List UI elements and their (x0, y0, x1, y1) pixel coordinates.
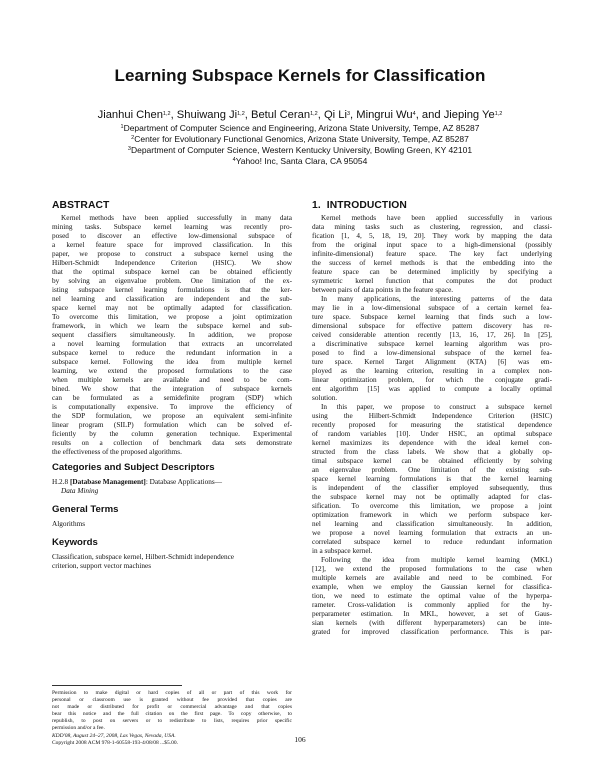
introduction-line: of random variables [10]. Under HSIC, an optimal subspace (312, 430, 552, 438)
permission-line: bear this notice and the full citation on the first page. To copy otherwise, to (52, 711, 292, 718)
abstract-line: by solving an eigenvalue problem. One limitation of the ex- (52, 277, 292, 285)
introduction-line: solution. (312, 394, 338, 402)
introduction-heading: 1. INTRODUCTION (312, 200, 407, 211)
introduction-line: tion, we need to estimate the optimal value of the hyperpa- (312, 592, 552, 600)
introduction-line: grated for improved classification performance. This is par- (312, 628, 552, 636)
general-terms-text: Algorithms (52, 520, 86, 528)
introduction-line: recently proposed for measuring the statistical dependence (312, 421, 552, 429)
introduction-line: In this paper, we propose to construct a subspace kernel (321, 403, 552, 411)
introduction-line: infinite-dimensional) feature space. The key fact underlying (312, 250, 552, 258)
abstract-heading: ABSTRACT (52, 200, 110, 211)
abstract-line: posed to discover an effective low-dimensional subspace of (52, 232, 292, 240)
abstract-line: ficiently by the column generation technique. Experimental (52, 430, 292, 438)
keywords-line: Classification, subspace kernel, Hilbert-Schmidt independence (52, 553, 235, 561)
introduction-line: sification. To overcome this limitation, we propose a joint (312, 502, 552, 510)
introduction-line: data mining tasks such as clustering, regression, and classi- (312, 223, 552, 231)
keywords-line: criterion, support vector machines (52, 562, 152, 570)
introduction-line: kernel maximizes its dependence with the ideal kernel con- (312, 439, 552, 447)
introduction-line: Following the idea from multiple kernel learning (MKL) (321, 556, 552, 564)
introduction-line: sian kernels (with different hyperparameters) can be inte- (312, 619, 552, 627)
introduction-line: symmetric kernel function that computes the dot product (312, 277, 552, 285)
introduction-line: space kernel learning formulations is that the kernel learning (312, 475, 552, 483)
abstract-line: framework, in which we learn the subspace kernel and sub- (52, 322, 292, 330)
abstract-line: can be formulated as a semidefinite program (SDP) which (52, 394, 292, 402)
introduction-line: in a subspace kernel. (312, 547, 373, 555)
introduction-line: ture space. Kernel Target Alignment (KTA) [6] was em- (312, 358, 552, 366)
affiliation: $^1$Department of Computer Science and Engineering, Arizona State University, Tempe, AZ 85287 (120, 123, 480, 133)
introduction-line: optimization framework in which we perform subspace ker- (312, 511, 552, 519)
abstract-line: subspace kernel. Following the idea from multiple kernel (52, 358, 292, 366)
introduction-line: perparameter estimation. In MKL, however, a set of Gaus- (312, 610, 552, 618)
affiliation: $^2$Center for Evolutionary Functional Genomics, Arizona State University, Tempe, AZ 85287 (131, 134, 469, 144)
right-column (312, 200, 552, 637)
permission-line: permission and/or a fee. (52, 725, 105, 732)
introduction-line: from the original input space to a high-dimensional (possibly (312, 241, 552, 249)
footnote-rule (52, 685, 182, 686)
abstract-line: Hilbert-Schmidt Independence Criterion (HSIC). We show (52, 259, 292, 267)
introduction-line: using the Hilbert-Schmidt Independence Criterion (HSIC) (312, 412, 552, 420)
abstract-line: a kernel feature space for improved classification. In this (52, 241, 292, 249)
left-column (52, 200, 292, 570)
introduction-line: correlated subspace kernel to reduce redundant information (312, 538, 552, 546)
abstract-line: Kernel methods have been applied successfully in many data (61, 214, 292, 222)
affiliation: $^3$Department of Computer Science, Western Kentucky University, Bowling Green, KY 42101 (127, 145, 473, 155)
introduction-line: dimensional subspace for effective pattern discovery has re- (312, 322, 552, 330)
page-number: 106 (294, 735, 306, 744)
introduction-line: is independent of the classifier employed subsequently, thus (312, 484, 552, 492)
introduction-line: posed to find a low-dimensional subspace of the kernel fea- (312, 349, 552, 357)
abstract-line: the SDP formulation, we propose an equivalent semi-infinite (52, 412, 292, 420)
abstract-line: results on a collection of benchmark data sets demonstrate (52, 439, 292, 447)
introduction-line: may lie in a low-dimensional subspace of a certain kernel fea- (312, 304, 552, 312)
abstract-line: a novel learning formulation that extracts an uncorrelated (52, 340, 292, 348)
introduction-line: ployed as the learning criterion, resulting in a complex non- (312, 367, 552, 375)
copyright-line: Copyright 2008 ACM 978-1-60558-193-4/08/08 ...$5.00. (52, 739, 179, 746)
abstract-line: sequent classifiers simultaneously. In addition, we propose (52, 331, 292, 339)
abstract-line: when multiple kernels are available and need to be com- (52, 376, 292, 384)
introduction-line: structed from the class labels. We show that a globally op- (312, 448, 552, 456)
abstract-line: space kernel may not be optimally adapted for classification. (52, 304, 292, 312)
abstract-line: To overcome this limitation, we propose a joint optimization (52, 313, 292, 321)
author: Qi Li$^3$ (323, 109, 351, 121)
general-terms-heading: General Terms (52, 504, 119, 515)
affiliation-list (0, 123, 600, 167)
abstract-body (52, 214, 292, 457)
introduction-line: a discriminative subspace kernel learning algorithm was pro- (312, 340, 552, 348)
abstract-line: the effectiveness of the proposed algorithms. (52, 448, 182, 456)
categories-text: H.2.8 [Database Management]: Database Applications— (52, 478, 222, 486)
introduction-line: an eigenvalue problem. One limitation of the existing sub- (312, 466, 552, 474)
paper-title: Learning Subspace Kernels for Classification (114, 66, 486, 85)
introduction-line: example, when we employ the Gaussian kernel for classifica- (312, 583, 552, 591)
author: Shuiwang Ji$^{1,2}$ (176, 109, 245, 121)
abstract-line: nel learning and classification are independent and the sub- (52, 295, 292, 303)
introduction-line: fication [1, 4, 5, 18, 19, 20]. They work by mapping the data (312, 232, 552, 240)
author-list: Jianhui Chen$^{1,2}$, Shuiwang Ji$^{1,2}$, Betul Ceran$^{1,2}$, Qi Li$^3$, Mingrui Wu$^4$, and Jieping Ye$^{1,2}$ (97, 109, 503, 121)
introduction-body (312, 214, 552, 637)
abstract-line: subspace kernel to reduce the redundant information in a (52, 349, 292, 357)
permission-line: Permission to make digital or hard copies of all or part of this work for (52, 690, 292, 696)
permission-line: republish, to post on servers or to redistribute to lists, requires prior specific (52, 718, 292, 725)
introduction-line: rameter. Cross-validation is commonly applied for the hy- (312, 601, 552, 609)
abstract-line: mining tasks. Subspace kernel learning was recently pro- (52, 223, 292, 231)
introduction-line: ture space. Subspace kernel learning that finds such a low- (312, 313, 552, 321)
introduction-line: linear optimization problem, for which the conjugate gradi- (312, 376, 552, 384)
author: and Jieping Ye$^{1,2}$ (421, 109, 503, 121)
abstract-line: that the optimal subspace kernel can be obtained efficiently (52, 268, 292, 276)
introduction-line: the success of kernel methods is that the embedding into the (312, 259, 552, 267)
affiliation: $^4$Yahoo! Inc, Santa Clara, CA 95054 (232, 156, 368, 166)
introduction-line: ceived considerable attention recently [13, 16, 17, 26]. In [25], (312, 331, 552, 339)
author: Mingrui Wu$^4$ (356, 109, 416, 121)
abstract-line: paper, we propose to construct a subspace kernel using the (52, 250, 292, 258)
abstract-line: linear program (SILP) formulation which can be solved ef- (52, 421, 292, 429)
introduction-line: we propose a novel learning formulation that extracts an un- (312, 529, 552, 537)
introduction-line: In many applications, the interesting patterns of the data (321, 295, 552, 303)
introduction-line: [12], we extend the proposed formulations to the case when (312, 565, 552, 573)
author: Jianhui Chen$^{1,2}$ (97, 109, 171, 121)
introduction-line: the subspace kernel may not be optimally adapted for clas- (312, 493, 552, 501)
categories-italic: Data Mining (61, 487, 99, 495)
keywords-heading: Keywords (52, 537, 98, 548)
introduction-line: multiple kernels are available and need to be combined. For (312, 574, 552, 582)
categories-heading: Categories and Subject Descriptors (52, 462, 215, 473)
permission-line: not made or distributed for profit or commercial advantage and that copies (52, 704, 292, 711)
abstract-line: isting subspace kernel learning formulations is that the ker- (52, 286, 292, 294)
introduction-line: between pairs of data points in the feature space. (312, 286, 454, 294)
abstract-line: learning, we extend the proposed formulations to the case (52, 367, 292, 375)
introduction-line: feature space can be determined implicitly by specifying a (312, 268, 552, 276)
abstract-line: bined. We show that the integration of subspace kernels (52, 385, 292, 393)
introduction-line: nel learning and classification simultaneously. In addition, (312, 520, 552, 528)
conference-line: KDD'08, August 24–27, 2008, Las Vegas, Nevada, USA. (52, 732, 176, 739)
introduction-line: Kernel methods have been applied successfully in various (321, 214, 552, 222)
introduction-line: ent algorithm [15] was applied to compute a locally optimal (312, 385, 552, 393)
introduction-line: timal subspace kernel can be obtained efficiently by solving (312, 457, 552, 465)
permission-line: personal or classroom use is granted without fee provided that copies are (52, 697, 292, 704)
abstract-line: is computationally expensive. To improve the efficiency of (52, 403, 292, 411)
author: Betul Ceran$^{1,2}$ (251, 109, 318, 121)
